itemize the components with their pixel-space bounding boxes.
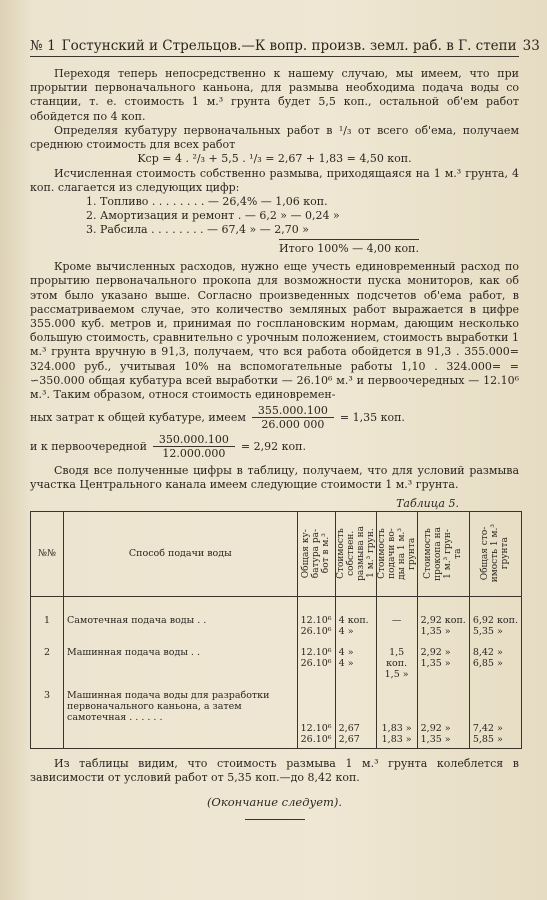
fraction-2-result: = 2,92 коп. [240,440,306,454]
header-cell [297,511,335,596]
header-label: Стоимость подачи во- ды на 1 м.³ грунта [376,527,417,580]
table-cell-canal: 2,92 » 1,35 » [417,684,469,749]
table-cell-canal: 2,92 коп. 1,35 » [417,596,469,641]
running-title: Гостунский и Стрельцов.—К вопр. произв. земл. раб. в Г. степи [61,38,517,54]
cost-breakdown-list [86,195,519,237]
table-cell-wash: 4 коп. 4 » [335,596,376,641]
table-cell-vol: 12.10⁶ 26.10⁶ [297,641,335,684]
table-cell-vol: 12.10⁶ 26.10⁶ [297,684,335,749]
table-cell-supply: 1,83 » 1,83 » [376,684,417,749]
header-cell [335,511,376,596]
running-header [30,38,540,57]
table-row [31,596,522,641]
fraction-1 [252,404,334,431]
fraction-line-1 [30,404,519,431]
table-cell-canal: 2,92 » 1,35 » [417,641,469,684]
fraction-1-numerator: 355.000.100 [252,404,334,418]
table-cell-num: 2 [31,641,64,684]
table-cell-method: Машинная подача воды . . [64,641,298,684]
table-cell-wash: 2,67 2,67 [335,684,376,749]
header-label: Общая сто- имость 1 м.³ грунта [480,524,511,583]
end-rule [245,819,305,820]
list-item: 1. Топливо . . . . . . . . — 26,4% — 1,06 коп. [86,195,328,209]
formula-average-cost: Kср = 4 . ²/₃ + 5,5 . ¹/₃ = 2,67 + 1,83 = 4,50 коп. [137,152,412,166]
header-cell [376,511,417,596]
fraction-2 [153,433,235,460]
header-cell: Способ подачи воды [64,511,298,596]
table-cell-supply: — [376,596,417,641]
table-cell-total: 8,42 » 6,85 » [469,641,521,684]
list-item: 3. Рабсила . . . . . . . . — 67,4 » — 2,70 » [86,223,309,237]
header-cell [469,511,521,596]
table-cell-vol: 12.10⁶ 26.10⁶ [297,596,335,641]
header-label: Стоимость прокопа на 1 м.³ грун- та [423,526,464,581]
table-row [31,641,522,684]
header-cell: №№ [31,511,64,596]
paragraph-5: Сводя все полученные цифры в таблицу, получаем, что для условий размыва участка Центрального канала имеем следующие стоимости 1 м.³ грунта. [30,464,519,492]
table-row [31,684,522,749]
issue-number: № 1 [30,38,56,54]
table-cell-supply: 1,5 коп. 1,5 » [376,641,417,684]
paragraph-2: Определяя кубатуру первоначальных работ в ¹/₃ от всего об'ема, получаем среднюю стоимость для всех работ [30,123,519,152]
table-cell-method: Самотечная подача воды . . [64,596,298,641]
paragraph-1: Переходя теперь непосредственно к нашему случаю, мы имеем, что при прорытии первоначального каньона, для размыва необходима подача воды со станции, т. е. стоимость 1 м.³ грунта будет 5,5 коп., остальной об'ем работ обойдется по 4 коп. [30,67,519,123]
table-caption: Таблица 5. [396,496,459,510]
page-number: 33 [522,38,540,54]
header-label: Стоимость собствен. размыва на 1 м.³ грун. [335,526,376,581]
paragraph-6: Из таблицы видим, что стоимость размыва 1 м.³ грунта колеблется в зависимости от условий работ от 5,35 коп.—до 8,42 коп. [30,756,519,784]
cost-total [30,239,419,256]
table-cell-total: 7,42 » 5,85 » [469,684,521,749]
cost-table [30,511,522,749]
table-body [31,596,522,748]
fraction-1-result: = 1,35 коп. [339,411,405,425]
table-cell-method: Машинная подача воды для разработки первоначального каньона, а затем самотечная . . . . . . [64,684,298,749]
list-item: 2. Амортизация и ремонт . — 6,2 » — 0,24 » [86,209,340,223]
fraction-2-denominator: 12.000.000 [162,447,226,461]
paragraph-4: Кроме вычисленных расходов, нужно еще учесть единовременный расход по прорытию первоначального прокопа для возможности пуска мониторов, как об этом было указано выше. Согласно произведенных подсчетов об'ема работ, в рассматриваемом случае, это количество земляных работ выражается в цифре 355.000 куб. метров и, принимая по госплановским нормам, дающим несколько большую стоимость, сравнительно с урочным положением, стоимость выработки 1 м.³ грунта вручную в 91,3, получаем, что вся работа обойдется в 91,3 . 355.000= 324.000 руб., учитывая 10% на вспомогательные работы 1,10 . 324.000= = ∽350.000 общая кубатура всей выработки — 26.10⁶ м.³ и первоочередных — 12.10⁶ м.³. Таким образом, относя стоимость единовремен- [30,260,519,401]
table-header-row [31,511,522,596]
fraction-2-numerator: 350.000.100 [153,433,235,447]
total-text: Итого 100% — 4,00 коп. [279,239,419,256]
continuation-note: (Окончание следует). [206,794,343,809]
fraction-line-2 [30,433,519,460]
header-cell [417,511,469,596]
fraction-1-denominator: 26.000 000 [261,418,325,432]
fraction-2-before: и к первоочередной [30,440,147,454]
paragraph-3: Исчисленная стоимость собственно размыва, приходящаяся на 1 м.³ грунта, 4 коп. слагается из следующих цифр: [30,166,519,194]
table-cell-num: 3 [31,684,64,749]
fraction-1-before: ных затрат к общей кубатуре, имеем [30,411,246,425]
table-cell-total: 6,92 коп. 5,35 » [469,596,521,641]
table-cell-wash: 4 » 4 » [335,641,376,684]
header-label: Общая ку- батура ра- бот в м.³ [301,528,332,579]
table-cell-num: 1 [31,596,64,641]
